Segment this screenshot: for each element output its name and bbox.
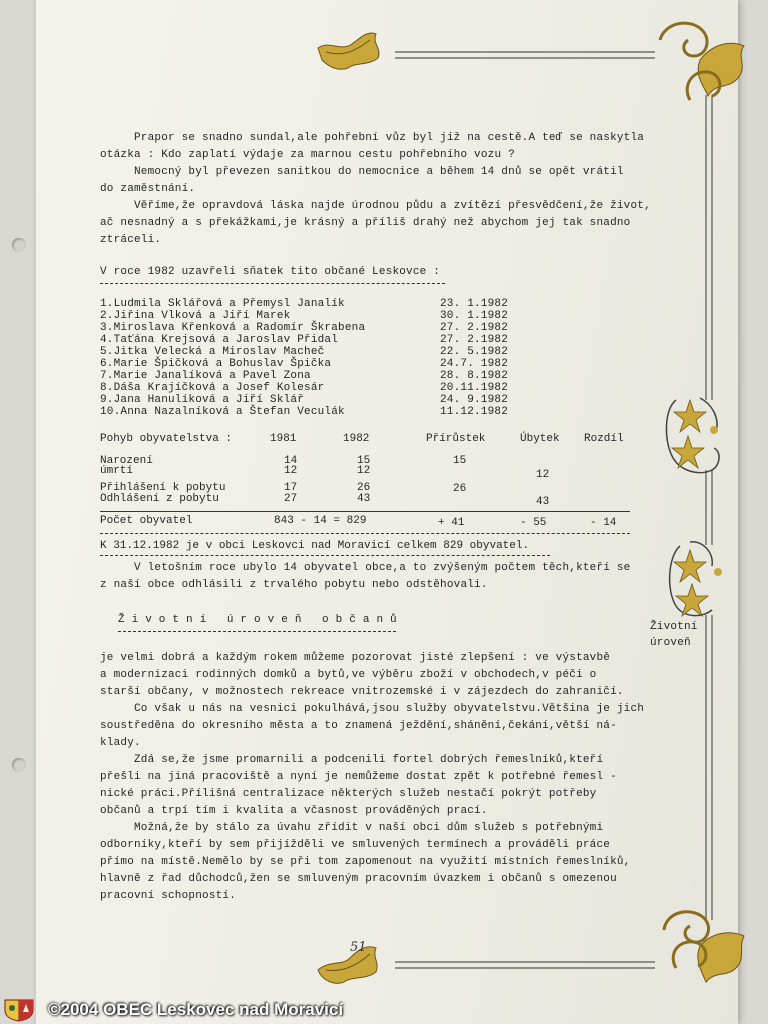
total-diff: - 14 [590, 517, 617, 529]
divider [100, 555, 550, 556]
couple-names: 4.Taťána Krejsová a Jaroslav Přidal [100, 334, 339, 346]
cell-1982: 26 [357, 482, 371, 494]
footer-watermark [0, 996, 768, 1024]
couple-date: 23. 1.1982 [440, 298, 509, 310]
text-line: ač nesnadný a s překážkami,je krásný a příliš drahý než abychom jej tak snadno [100, 217, 631, 229]
divider [100, 283, 445, 284]
text-line: Prapor se snadno sundal,ale pohřební vůz byl již na cestě.A teď se naskytla [100, 132, 645, 144]
text-line: Co však u nás na vesnici pokulhává,jsou služby obyvatelstvu.Většina je jich [100, 703, 645, 715]
text-line: nické práci.Přílišná centralizace některých služeb nestačí pokrýt potřeby [100, 788, 597, 800]
couple-date: 30. 1.1982 [440, 310, 509, 322]
couple-date: 24.7. 1982 [440, 358, 509, 370]
cell-decrease: 12 [536, 469, 550, 481]
star-ornament-icon [670, 542, 722, 616]
scroll-ornament-icon [664, 912, 744, 982]
text-line: V letošním roce ubylo 14 obyvatel obce,a to zvýšeným počtem těch,kteří se [100, 562, 631, 574]
cell-1981: 17 [284, 482, 298, 494]
margin-note: úroveň [650, 637, 691, 649]
text-line: pracovní schopností. [100, 890, 237, 902]
scroll-ornament-icon [660, 23, 744, 100]
divider [100, 511, 630, 512]
population-summary: K 31.12.1982 je v obci Leskovci nad Moravicí celkem 829 obyvatel. [100, 540, 530, 552]
row-label: Narození [100, 455, 153, 467]
cell-1982: 15 [357, 455, 371, 467]
total-increase: + 41 [438, 517, 465, 529]
couple-names: 2.Jiřina Vlková a Jiří Marek [100, 310, 291, 322]
couple-date: 11.12.1982 [440, 406, 509, 418]
total-calc: 843 - 14 = 829 [274, 515, 367, 527]
text-line: klady. [100, 737, 141, 749]
cell-increase: 26 [453, 483, 467, 495]
star-ornament-icon [666, 398, 719, 473]
cell-1981: 14 [284, 455, 298, 467]
text-line: přešli na jiná pracoviště a nyní je nemůžeme dostat zpět k potřebné řemesl - [100, 771, 617, 783]
cell-1982: 12 [357, 465, 371, 477]
text-line: do zaměstnání. [100, 183, 196, 195]
column-header: 1982 [343, 433, 370, 445]
text-line: je velmi dobrá a každým rokem můžeme pozorovat jisté zlepšení : ve výstavbě [100, 652, 611, 664]
couple-date: 24. 9.1982 [440, 394, 509, 406]
text-line: Věříme,že opravdová láska najde úrodnou půdu a zvítězí přesvědčení,že život, [100, 200, 651, 212]
couple-names: 5.Jitka Velecká a Miroslav Macheč [100, 346, 325, 358]
total-decrease: - 55 [520, 517, 547, 529]
column-header: Rozdíl [584, 433, 624, 445]
couple-date: 27. 2.1982 [440, 322, 509, 334]
couple-names: 10.Anna Nazalníková a Štefan Veculák [100, 406, 345, 418]
cell-decrease: 43 [536, 496, 550, 508]
row-label: úmrtí [100, 465, 134, 477]
column-header: 1981 [270, 433, 297, 445]
divider [100, 533, 630, 534]
leaf-ornament-icon [318, 947, 377, 984]
couple-names: 7.Marie Janalíková a Pavel Zona [100, 370, 311, 382]
row-label: Odhlášení z pobytu [100, 493, 219, 505]
cell-1981: 27 [284, 493, 298, 505]
text-line: Nemocný byl převezen sanitkou do nemocnice a během 14 dnů se opět vrátil [100, 166, 624, 178]
couple-date: 22. 5.1982 [440, 346, 509, 358]
text-line: starší občany, v možnostech rekreace vnitrozemské i v zájezdech do zahraničí. [100, 686, 624, 698]
text-line: ztráceli. [100, 234, 162, 246]
divider [118, 631, 396, 632]
text-line: občanů a trpí tím i kvalita a včasnost prováděných prací. [100, 805, 488, 817]
couple-names: 8.Dáša Krajíčková a Josef Kolesár [100, 382, 325, 394]
couple-date: 27. 2.1982 [440, 334, 509, 346]
text-line: soustředěna do okresního města a to znamená ježdění,shánění,čekání,větší ná- [100, 720, 617, 732]
column-header: Úbytek [520, 433, 560, 445]
text-line: a modernizaci rodinných domků a bytů,ve výběru zboží v obchodech,v péči o [100, 669, 597, 681]
text-line: odborníky,kteří by sem přijížděli ve smluvených termínech a prováděli práce [100, 839, 611, 851]
cell-1982: 43 [357, 493, 371, 505]
row-label: Přihlášení k pobytu [100, 482, 226, 494]
text-line: otázka : Kdo zaplatí výdaje za marnou cestu pohřebního vozu ? [100, 149, 515, 161]
total-label: Počet obyvatel [100, 515, 193, 527]
coat-of-arms-icon [2, 998, 36, 1022]
cell-1981: 12 [284, 465, 298, 477]
text-line: hlavně z řad důchodců,žen se smluveným pracovním úvazkem i občanů s omezenou [100, 873, 617, 885]
couple-date: 28. 8.1982 [440, 370, 509, 382]
leaf-ornament-icon [318, 33, 379, 69]
section-heading: Ž i v o t n í ú r o v e ň o b č a n ů [118, 614, 397, 626]
couple-date: 20.11.1982 [440, 382, 509, 394]
copyright-text: ©2004 OBEC Leskovec nad Moravicí [48, 1000, 344, 1019]
text-line: z naší obce odhlásili z trvalého pobytu nebo odstěhovali. [100, 579, 488, 591]
column-header: Pohyb obyvatelstva : [100, 433, 233, 445]
couple-names: 3.Miroslava Křenková a Radomír Škrabena [100, 322, 366, 334]
couple-names: 1.Ludmila Sklářová a Přemysl Janalík [100, 298, 345, 310]
marriages-heading: V roce 1982 uzavřeli sňatek tito občané Leskovce : [100, 266, 441, 278]
margin-note: Životní [650, 621, 698, 633]
text-line: Možná,že by stálo za úvahu zřídit v naší obci dům služeb s potřebnými [100, 822, 604, 834]
column-header: Přírůstek [426, 433, 486, 445]
page-number: 51 [350, 940, 367, 955]
text-line: přímo na místě.Nemělo by se při tom zapomenout na využití místních řemeslníků, [100, 856, 631, 868]
couple-names: 9.Jana Hanulíková a Jiří Sklář [100, 394, 305, 406]
text-line: Zdá se,že jsme promarnili a podcenili fortel dobrých řemeslníků,kteří [100, 754, 604, 766]
couple-names: 6.Marie Špičková a Bohuslav Špička [100, 358, 332, 370]
cell-increase: 15 [453, 455, 467, 467]
